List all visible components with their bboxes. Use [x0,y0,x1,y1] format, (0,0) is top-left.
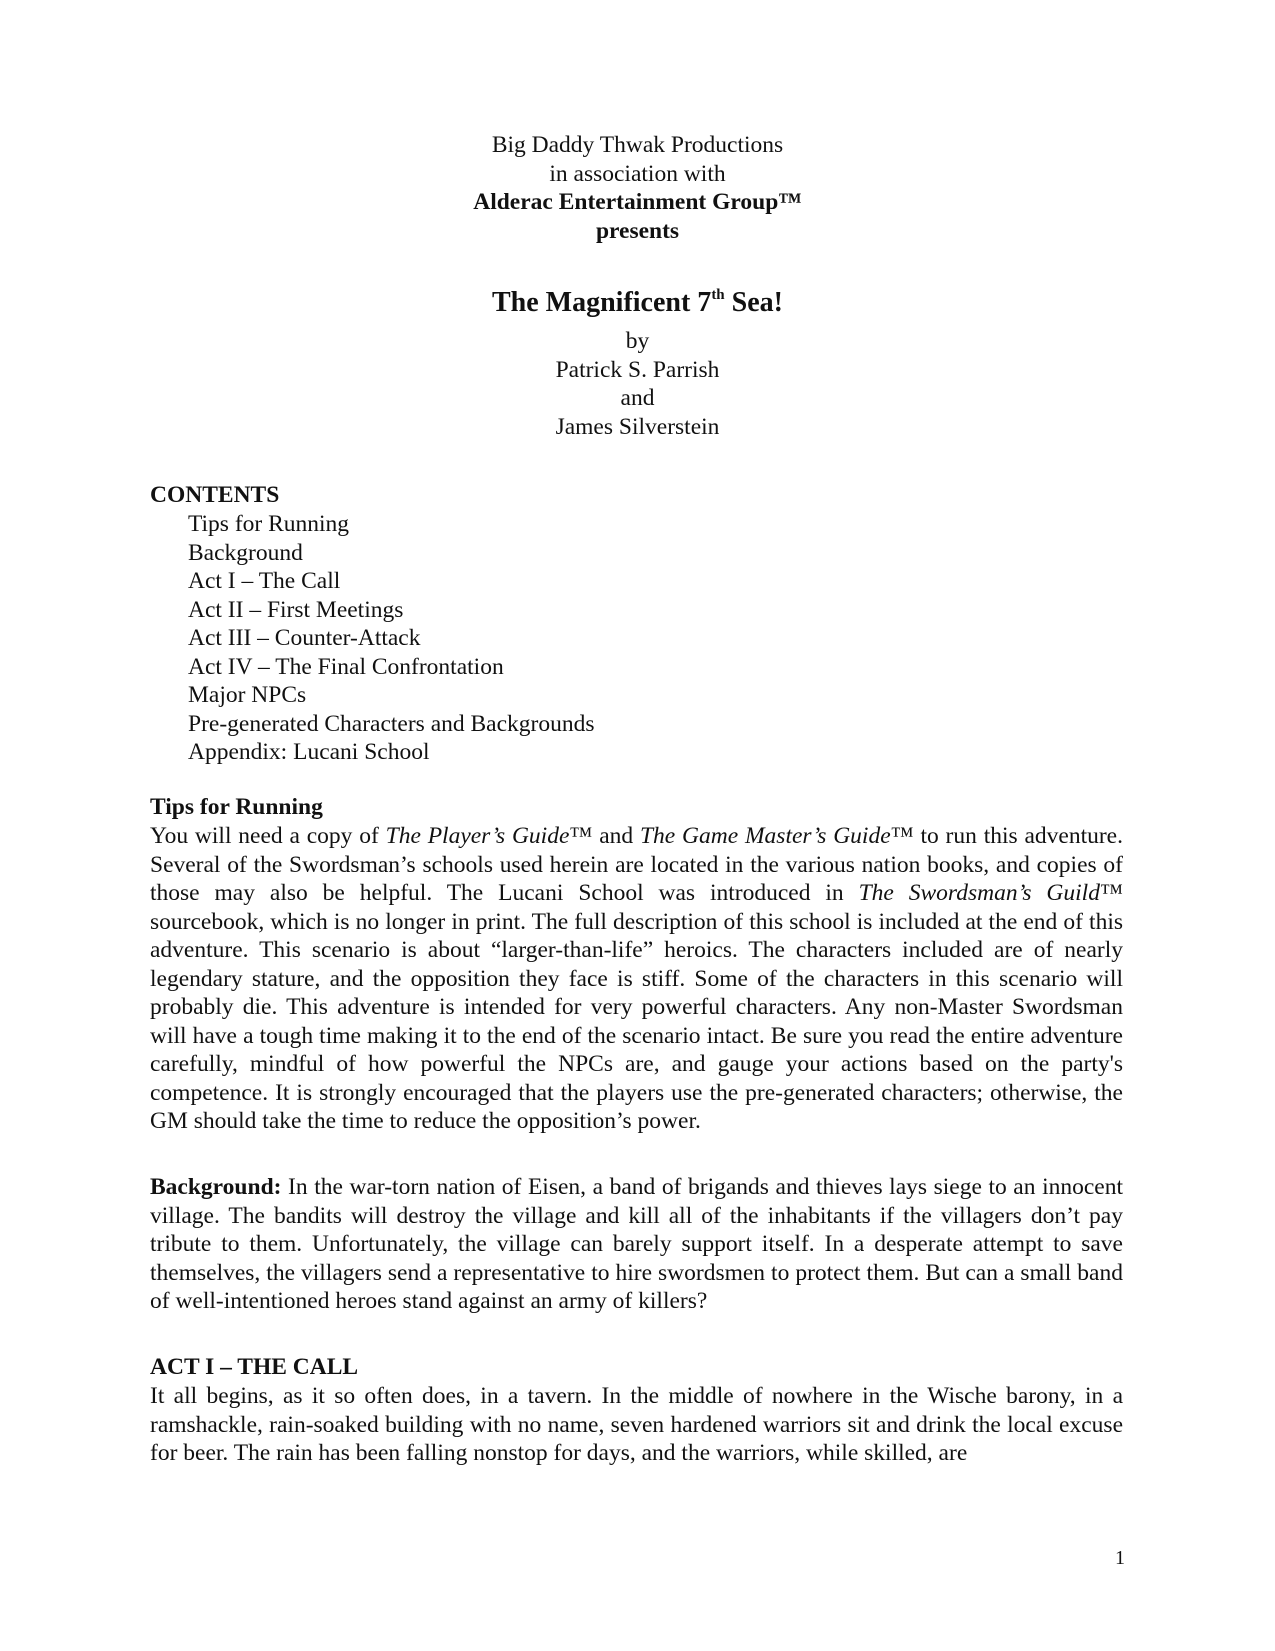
background-label: Background: [150,1174,282,1200]
book-title: The Player’s Guide [385,823,570,849]
contents-item: Tips for Running [188,511,350,537]
background-paragraph [150,1173,1123,1316]
tips-text: ™ to run this adventure. Several of the Swordsman’s schools used herein are located in the various nation books, and copies of those may also be helpful. The Lucani School was introduced in [150,823,1123,906]
title-superscript: th [711,287,725,303]
book-title: The Swordsman’s Guild [858,880,1100,906]
page-number: 1 [1115,1547,1125,1569]
contents-item: Pre-generated Characters and Backgrounds [188,710,595,737]
presents-line: presents [595,217,680,244]
and-line: and [620,385,655,411]
contents-item: Act II – First Meetings [188,596,404,623]
tips-paragraph [150,822,1123,1136]
tips-text: ™ and [569,823,640,849]
contents-list [188,510,595,767]
publisher-line: Alderac Entertainment Group™ [473,189,802,215]
author-name: Patrick S. Parrish [555,356,720,383]
contents-item: Appendix: Lucani School [188,739,430,765]
contents-item: Act I – The Call [188,568,341,594]
title-main: The Magnificent 7 [492,287,712,318]
contents-item: Act IV – The Final Confrontation [188,653,504,680]
producer-line: Big Daddy Thwak Productions [491,132,784,158]
credits-block [0,131,1275,245]
background-text: In the war-torn nation of Eisen, a band of brigands and thieves lays siege to an innocent village. The bandits will destroy the village and kill all of the inhabitants if the villagers don’t pay tribute to them. Unfortunately, the village can barely support itself. In a desperate attempt to save themselves, the villagers send a representative to hire swordsmen to protect them. But can a small band of well-intentioned heroes stand against an army of killers? [150,1174,1123,1314]
contents-heading: CONTENTS [150,482,280,508]
act1-heading: ACT I – THE CALL [150,1354,359,1380]
book-title: The Game Master’s Guide [639,823,891,849]
contents-item: Background [188,539,303,566]
author-name: James Silverstein [555,413,720,440]
tips-text: You will need a copy of [150,823,386,849]
document-title [0,278,1275,320]
tips-text: ™ sourcebook, which is no longer in print. The full description of this school is included at the end of this adventure. This scenario is about “larger-than-life” heroics. The characters included are of nearly legendary stature, and the opposition they face is stiff. Some of the characters in this scenario will probably die. This adventure is intended for very powerful characters. Any non-Master Swordsman will have a tough time making it to the end of the scenario intact. Be sure you read the entire adventure carefully, mindful of how powerful the NPCs are, and gauge your actions based on the party's competence. It is strongly encouraged that the players use the pre-generated characters; otherwise, the GM should take the time to reduce the opposition’s power. [150,880,1123,1134]
contents-item: Major NPCs [188,682,307,708]
contents-item: Act III – Counter-Attack [188,625,421,651]
by-line: by [625,328,650,354]
authors-block [0,327,1275,441]
association-line: in association with [549,160,726,187]
act1-paragraph: It all begins, as it so often does, in a tavern. In the middle of nowhere in the Wische barony, in a ramshackle, rain-soaked building with no name, seven hardened warriors sit and drink the local excuse for beer. The rain has been falling nonstop for days, and the warriors, while skilled, are [150,1383,1123,1466]
tips-heading: Tips for Running [150,794,323,820]
title-rest: Sea! [724,287,783,318]
